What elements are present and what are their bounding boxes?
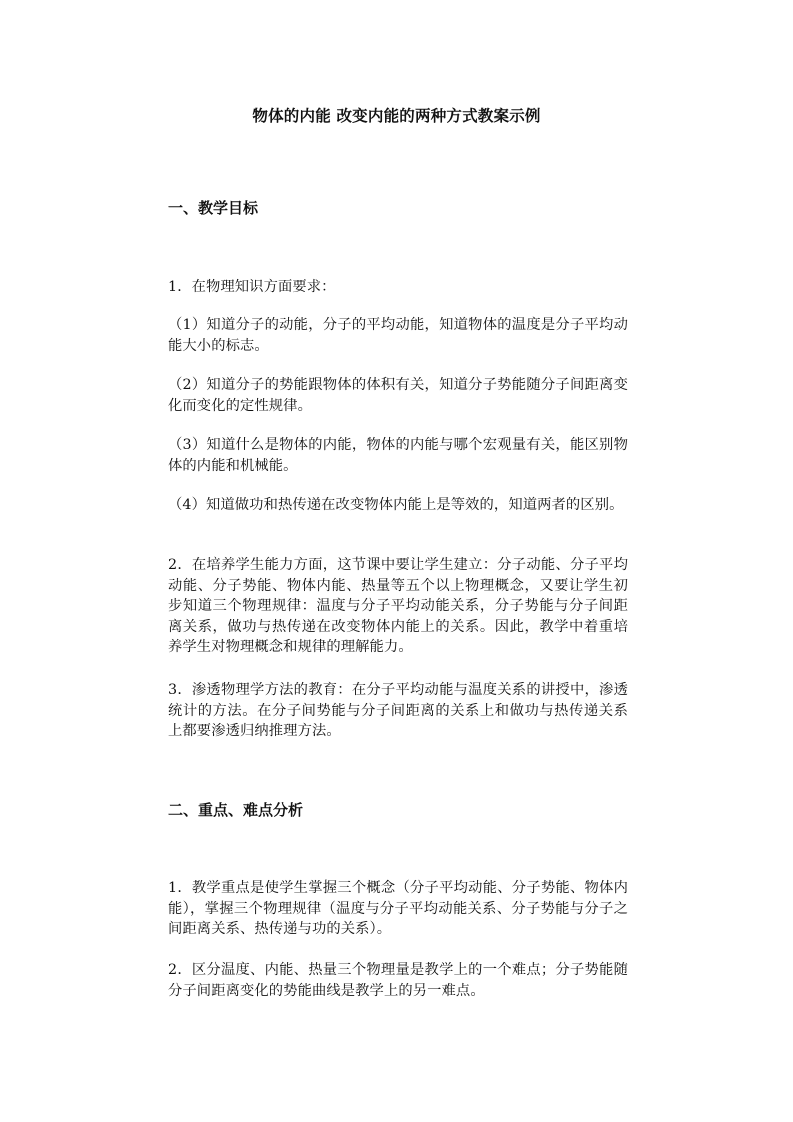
paragraph: 2．区分温度、内能、热量三个物理量是教学上的一个难点；分子势能随分子间距离变化的势能曲线是教学上的另一难点。 <box>168 962 628 999</box>
paragraph: 3．渗透物理学方法的教育：在分子平均动能与温度关系的讲授中，渗透统计的方法。在分子间势能与分子间距离的关系上和做功与热传递关系上都要渗透归纳推理方法。 <box>168 682 628 739</box>
paragraph: （3）知道什么是物体的内能，物体的内能与哪个宏观量有关，能区别物体的内能和机械能。 <box>168 437 628 474</box>
paragraph: （4）知道做功和热传递在改变物体内能上是等效的，知道两者的区别。 <box>168 497 624 513</box>
section-heading-teaching-goals: 一、教学目标 <box>168 199 259 217</box>
paragraph: 1．在物理知识方面要求： <box>168 279 336 295</box>
paragraph: 2．在培养学生能力方面，这节课中要让学生建立：分子动能、分子平均动能、分子势能、物体内能、热量等五个以上物理概念，又要让学生初步知道三个物理规律：温度与分子平均动能关系，分子势能与分子间距离关系，做功与热传递在改变物体内能上的关系。因此，教学中着重培养学生对物理概念和规律的理解能力。 <box>168 557 628 655</box>
paragraph: （2）知道分子的势能跟物体的体积有关，知道分子势能随分子间距离变化而变化的定性规律。 <box>168 377 628 414</box>
document-title: 物体的内能 改变内能的两种方式教案示例 <box>252 106 541 125</box>
paragraph: 1．教学重点是使学生掌握三个概念（分子平均动能、分子势能、物体内能），掌握三个物理规律（温度与分子平均动能关系、分子势能与分子之间距离关系、热传递与功的关系）。 <box>168 880 628 937</box>
section-heading-key-points: 二、重点、难点分析 <box>168 801 304 819</box>
paragraph: （1）知道分子的动能，分子的平均动能，知道物体的温度是分子平均动能大小的标志。 <box>168 317 628 354</box>
